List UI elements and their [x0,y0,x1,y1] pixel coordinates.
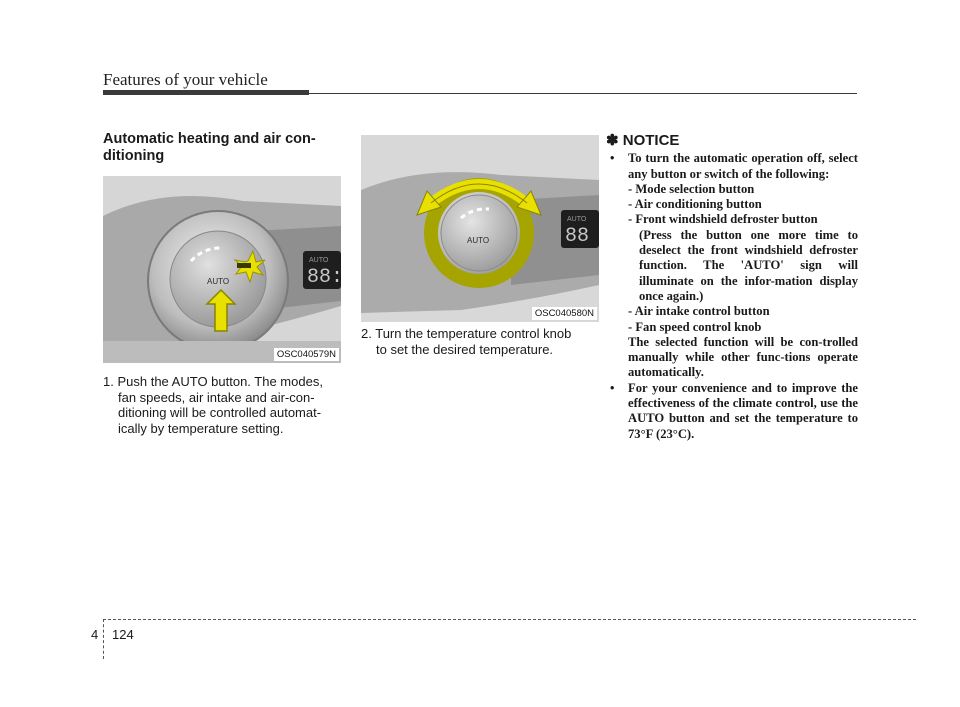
display-auto-label: AUTO [309,257,329,264]
footer-rule [103,619,916,620]
header-rule-thick [103,90,309,95]
figure-temperature-knob [361,135,599,322]
step-2-number: 2. [361,326,372,341]
notice-item-defroster: - Front windshield defroster button [628,212,818,227]
step-1 [103,374,343,436]
auto-button-label: AUTO [467,236,490,245]
header-rule-thin [309,93,857,94]
display-digits: 88 [565,225,590,248]
section-title: Automatic heating and air con- ditioning [103,131,316,164]
figure-auto-button [103,176,341,363]
step-1-text: fan speeds, air intake and air-con-ditioning will be controlled automat-ically by temperature setting. [118,389,322,436]
climate-panel-illustration-2 [361,135,599,322]
section-heading-block [103,131,341,165]
running-header-title: Features of your vehicle [103,70,268,89]
temperature-knob [441,195,517,271]
notice-bullet-1 [606,151,858,380]
step-2-text: to set the desired temperature. [376,341,554,357]
climate-panel-illustration-1 [103,176,341,363]
display-auto-label: AUTO [567,216,587,223]
chapter-number: 4 [91,627,99,642]
notice-item-mode: - Mode selection button [628,181,755,196]
notice-list [606,151,858,442]
notice-star-icon: ✽ [606,132,619,149]
notice-box [606,133,858,442]
notice-item-fan: - Fan speed control knob [628,319,762,334]
display-digits: 88: [307,266,341,289]
notice-item-intake: - Air intake control button [628,304,770,319]
figure-code: OSC040579N [274,348,339,361]
notice-defroster-note: (Press the button one more time to deselect the front windshield defroster function. The 'AUTO' sign will illuminate on the infor-mation display once again.) [639,227,858,303]
auto-button-label: AUTO [207,277,230,286]
notice-title: NOTICE [622,132,680,149]
step-1-number: 1. [103,374,114,389]
page-number: 124 [112,627,134,642]
step-1-line1: Push the AUTO button. The modes, [117,374,323,389]
notice-intro: To turn the automatic operation off, select any button or switch of the following: [628,151,858,181]
footer-vertical-rule [103,619,104,659]
notice-manual-note: The selected function will be con-trolled manually while other func-tions operate automatically. [628,334,858,380]
step-2 [361,326,601,357]
notice-item-ac: - Air conditioning button [628,197,762,212]
figure-code: OSC040580N [532,307,597,320]
notice-heading [606,133,858,148]
step-2-line1: Turn the temperature control knob [375,326,572,341]
notice-bullet-2 [606,381,858,442]
notice-convenience: For your convenience and to improve the effectiveness of the climate control, use the AUTO button and set the temperature to 73°F (23°C). [628,380,858,441]
